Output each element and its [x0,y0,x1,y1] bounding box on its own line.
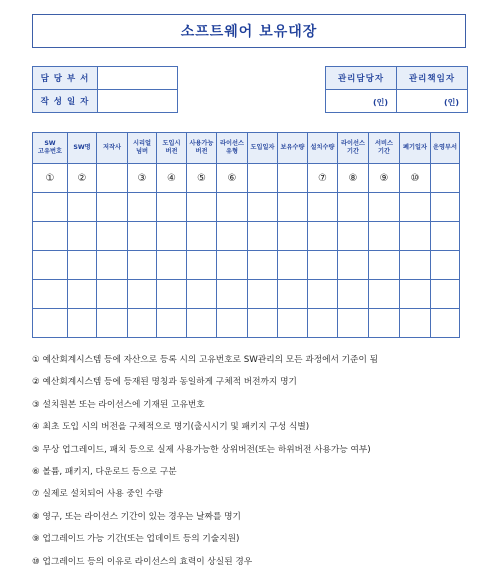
table-cell[interactable] [157,222,187,251]
table-cell[interactable] [248,251,278,280]
table-cell[interactable] [278,251,308,280]
note-item: ⑦ 실제로 설치되어 사용 중인 수량 [32,489,163,500]
responsible-label: 관리책임자 [397,67,468,90]
table-cell[interactable] [217,222,248,251]
table-cell[interactable] [128,193,157,222]
table-row [33,280,460,309]
table-cell[interactable] [400,222,431,251]
table-cell[interactable] [97,164,128,193]
table-cell[interactable] [217,309,248,338]
note-item: ③ 설치원본 또는 라이선스에 기재된 고유번호 [32,399,205,410]
table-cell[interactable] [33,193,68,222]
table-cell[interactable] [431,222,460,251]
info-table-left [32,66,178,113]
column-header: 저작사 [97,133,128,164]
table-cell[interactable] [128,280,157,309]
table-row [33,309,460,338]
column-header: 사용가능 버전 [187,133,217,164]
table-cell[interactable] [278,309,308,338]
table-cell[interactable] [431,309,460,338]
table-cell[interactable] [431,280,460,309]
table-cell[interactable] [400,251,431,280]
column-header: SW명 [68,133,97,164]
table-cell[interactable] [248,193,278,222]
table-cell[interactable] [157,193,187,222]
field-number-mark: ⑦ [308,164,338,193]
table-cell[interactable] [308,193,338,222]
table-cell[interactable] [217,280,248,309]
table-cell[interactable] [400,309,431,338]
table-cell[interactable] [431,251,460,280]
software-register-table [32,132,460,338]
table-cell[interactable] [68,193,97,222]
table-cell[interactable] [338,280,369,309]
dept-label: 담 당 부 서 [33,67,98,90]
table-cell[interactable] [128,251,157,280]
table-cell[interactable] [338,193,369,222]
column-header: 도입시 버전 [157,133,187,164]
dept-field[interactable] [98,67,178,90]
column-header: 운영부서 [431,133,460,164]
table-cell[interactable] [369,280,400,309]
table-cell[interactable] [68,280,97,309]
field-number-mark: ⑥ [217,164,248,193]
table-cell[interactable] [278,222,308,251]
note-item: ⑧ 영구, 또는 라이선스 기간이 있는 경우는 날짜를 명기 [32,511,241,522]
manager-seal-field[interactable]: (인) [326,90,397,113]
note-item: ⑥ 볼륨, 패키지, 다운로드 등으로 구분 [32,466,177,477]
table-cell[interactable] [33,222,68,251]
table-cell[interactable] [157,309,187,338]
table-cell[interactable] [33,309,68,338]
table-cell[interactable] [248,222,278,251]
table-cell[interactable] [400,280,431,309]
table-cell[interactable] [187,280,217,309]
column-header: 시리얼 넘버 [128,133,157,164]
table-row [33,164,460,193]
info-table-right [325,66,468,113]
table-cell[interactable] [431,164,460,193]
table-cell[interactable] [187,222,217,251]
table-cell[interactable] [217,193,248,222]
table-cell[interactable] [68,251,97,280]
table-cell[interactable] [248,280,278,309]
table-cell[interactable] [248,164,278,193]
table-cell[interactable] [33,251,68,280]
table-cell[interactable] [97,222,128,251]
field-number-mark: ③ [128,164,157,193]
table-cell[interactable] [308,309,338,338]
field-number-mark: ⑩ [400,164,431,193]
table-cell[interactable] [369,251,400,280]
responsible-seal-field[interactable]: (인) [397,90,468,113]
table-cell[interactable] [308,222,338,251]
table-row [33,222,460,251]
note-item: ⑩ 업그레이드 등의 이유로 라이선스의 효력이 상실된 경우 [32,556,253,567]
note-item: ④ 최초 도입 시의 버전을 구체적으로 명기(출시시기 및 패키지 구성 식별) [32,422,310,433]
table-cell[interactable] [217,251,248,280]
table-cell[interactable] [97,309,128,338]
column-header: 보유수량 [278,133,308,164]
table-cell[interactable] [128,309,157,338]
notes-list [32,349,478,573]
field-number-mark: ④ [157,164,187,193]
field-number-mark: ⑧ [338,164,369,193]
table-cell[interactable] [128,222,157,251]
document-title: 소프트웨어 보유대장 [32,14,466,48]
table-cell[interactable] [278,164,308,193]
note-item: ⑨ 업그레이드 가능 기간(또는 업데이트 등의 기술지원) [32,534,240,545]
table-cell[interactable] [157,280,187,309]
field-number-mark: ① [33,164,68,193]
table-cell[interactable] [97,251,128,280]
note-item: ① 예산회계시스템 등에 자산으로 등록 시의 고유번호로 SW관리의 모든 과정에서 기준이 됨 [32,355,378,365]
table-cell[interactable] [33,280,68,309]
column-header: 도입일자 [248,133,278,164]
table-cell[interactable] [308,251,338,280]
table-cell[interactable] [338,309,369,338]
field-number-mark: ⑨ [369,164,400,193]
table-cell[interactable] [369,222,400,251]
table-cell[interactable] [187,193,217,222]
table-cell[interactable] [68,222,97,251]
column-header: 라이선스 기간 [338,133,369,164]
table-cell[interactable] [278,193,308,222]
table-cell[interactable] [369,193,400,222]
note-item: ② 예산회계시스템 등에 등재된 명칭과 동일하게 구체적 버전까지 명기 [32,377,297,388]
table-cell[interactable] [369,309,400,338]
table-cell[interactable] [157,251,187,280]
table-cell[interactable] [187,309,217,338]
note-item: ⑤ 무상 업그레이드, 패치 등으로 실제 사용가능한 상위버전(또는 하위버전 사용가능 여부) [32,444,371,455]
table-cell[interactable] [68,309,97,338]
table-cell[interactable] [431,193,460,222]
table-cell[interactable] [308,280,338,309]
column-header: 라이선스 유형 [217,133,248,164]
table-row [33,193,460,222]
table-cell[interactable] [278,280,308,309]
date-label: 작 성 일 자 [33,90,98,113]
field-number-mark: ② [68,164,97,193]
column-header: 설치수량 [308,133,338,164]
table-cell[interactable] [338,251,369,280]
table-cell[interactable] [97,193,128,222]
column-header: 서비스 기간 [369,133,400,164]
column-header: 폐기일자 [400,133,431,164]
column-header: SW 고유번호 [33,133,68,164]
table-cell[interactable] [248,309,278,338]
table-cell[interactable] [97,280,128,309]
field-number-mark: ⑤ [187,164,217,193]
table-cell[interactable] [187,251,217,280]
table-row [33,251,460,280]
table-cell[interactable] [338,222,369,251]
date-field[interactable] [98,90,178,113]
table-cell[interactable] [400,193,431,222]
manager-label: 관리담당자 [326,67,397,90]
